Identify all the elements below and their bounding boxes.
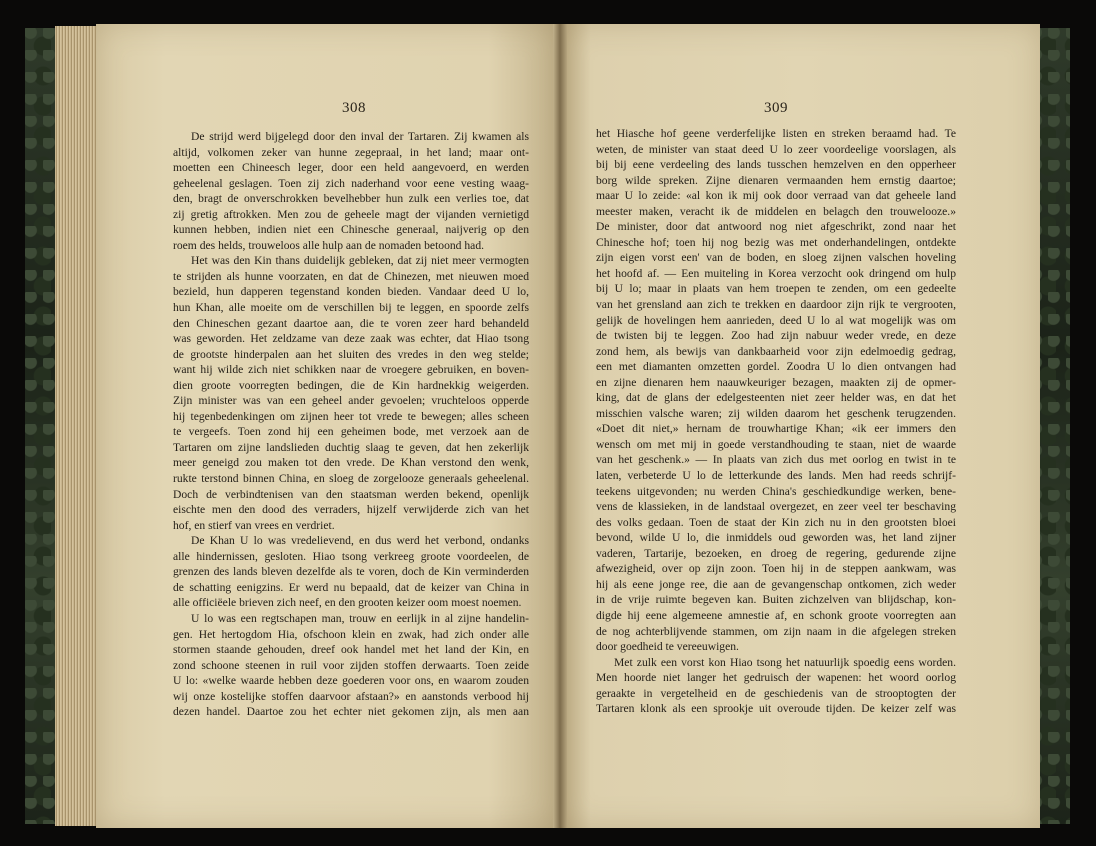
text-line: geraakte in vergetelheid en de geschiedenis van de strooptogten der [596, 686, 956, 700]
text-line: stormen staande gehouden, dreef ook handel met het land der Kin, en [173, 643, 529, 657]
text-line: De minister, door dat antwoord nog niet afgeschrikt, zond naar het [596, 220, 956, 234]
text-line: de nog achterblijvende stammen, om zijn naam in die afgelegen streken [596, 624, 956, 638]
text-line: rukte terstond binnen China, en sloeg de zorgelooze generaals geheelenal. [173, 472, 529, 486]
text-line: afwezigheid, over op zijn zoon. Toen hij in de steppen aankwam, was [596, 562, 956, 576]
text-line: des volks gedaan. Toen de staat der Kin zich nu in den grootsten bloei [596, 515, 956, 529]
text-line: weten, de minister van staat deed U lo zeer voordeelige voorslagen, als [596, 142, 956, 156]
text-line: gelijk de hovelingen hem aanrieden, deed U lo al wat mogelijk was om [596, 313, 956, 327]
text-line: borg wilde spreken. Zijne dienaren vermaanden hem ernstig daartoe; [596, 173, 956, 187]
left-page-edges [55, 26, 100, 826]
text-line: en zijne dienaren hem naauwkeuriger bezagen, maakten zij de opmer- [596, 375, 956, 389]
text-line: bezield, hun dapperen tegenstand konden bieden. Vandaar deed U lo, [173, 285, 529, 299]
text-line: dezen handel. Daartoe zou het echter niet gekomen zijn, als men aan [173, 705, 529, 719]
text-line: roem des helds, trouweloos alle hulp aan de nomaden betoond had. [173, 238, 485, 252]
text-line: king, dat de glans der edelgesteenten niet zeer helder was, en dat het [596, 391, 956, 405]
text-line: door goedheid te vereeuwigen. [596, 640, 739, 654]
text-line: vens de klassieken, in de landstaal overgezet, en zeer veel ter beschaving [596, 500, 956, 514]
text-line: te strijden als hunne voorzaten, en dat de Chinezen, met nieuwen moed [173, 269, 529, 283]
text-line: bevond, wilde U lo, die inmiddels oud geworden was, het land zijner [596, 531, 956, 545]
text-line: te vergeefs. Toen zond hij een geheimen bode, met verzoek aan de [173, 425, 529, 439]
text-line: Zijn minister was van een geheel ander gevoelen; vruchteloos opperde [173, 394, 529, 408]
book-gutter [553, 24, 567, 828]
text-line: misschien valsche waren; zij wilden daarom het geschenk terugzenden. [596, 406, 956, 420]
text-line: het hoofd af. — Een muiteling in Korea verzocht ook dringend om hulp [596, 266, 956, 280]
text-line: «Doet dit niet,» hernam de trouwhartige Khan; «ik eer immers den [596, 422, 956, 436]
text-line: hij als eene jonge ree, die aan de gevangenschap ontkomen, zich weder [596, 577, 956, 591]
left-page-number: 308 [342, 100, 366, 116]
text-line: meer geneigd zou maken tot den vrede. De Khan verstond den wenk, [173, 456, 529, 470]
text-line: dien groote voorregten bedingen, die de Kin hardnekkig weigerden. [173, 378, 529, 392]
text-line: Doch de verbindtenisen van den staatsman werden bekend, openlijk [173, 487, 529, 501]
text-line: van het geschenk.» — In plaats van zich dus met oorlog en twist in te [596, 453, 956, 467]
text-line: want hij wilde zich niet schikken naar de vroegere gebruiken, en boven- [173, 363, 529, 377]
text-line: zij gretig aftrokken. Men zou de geheele magt der vijanden vernietigd [173, 207, 529, 221]
text-line: kunnen hebben, indien niet een Chinesche generaal, naijverig op den [173, 223, 529, 237]
text-line: wensch om met mij in goede verstandhouding te staan, niet de waarde [596, 437, 956, 451]
left-page-body [173, 129, 529, 720]
text-line: alle hindernissen, gesloten. Hiao tsong verkreeg groote voordeelen, de [173, 549, 529, 563]
text-line: Tartaren om zijne landslieden duchtig slaag te geven, dat hen zekerlijk [173, 440, 529, 454]
text-line: eischte men den dood des verraders, hijzelf verwijderde zich van het [173, 503, 529, 517]
text-line: De strijd werd bijgelegd door den inval der Tartaren. Zij kwamen als [191, 130, 529, 143]
text-line: Met zulk een vorst kon Hiao tsong het natuurlijk spoedig eens worden. [614, 655, 956, 669]
text-line: zond schoone steenen in ruil voor zijden stoffen derwaarts. Toen zeide [173, 658, 529, 672]
text-line: bij U lo; maar in plaats van hem troepen te zenden, om een gedeelte [596, 282, 956, 296]
text-line: zond hem, als bewijs van dankbaarheid voor zijn edelmoedig gedrag, [596, 344, 956, 358]
text-line: de schatting eenigzins. Er werd nu bepaald, dat de keizer van China in [173, 580, 529, 594]
text-line: was geworden. Het zeldzame van deze zaak was echter, dat Hiao tsong [173, 332, 529, 346]
text-line: geheelenal geslagen. Toen zij zich naderhand voor eene vesting waag- [173, 176, 529, 190]
text-line: alle officiëele brieven zich neef, en den grooten keizer oom moest noemen. [173, 596, 522, 610]
text-line: Men hoorde niet langer het gedruisch der wapenen: het woord oorlog [596, 671, 956, 685]
text-line: Chinesche hof; toen hij nog bezig was met onderhandelingen, ontdekte [596, 235, 956, 249]
right-page-body [596, 126, 956, 717]
text-line: van het grensland aan zich te trekken en daardoor zijn rijk te vergrooten, [596, 298, 956, 312]
text-line: gen. Het hertogdom Hia, ofschoon klein en zwak, had zich onder alle [173, 627, 529, 641]
text-line: U lo: «welke waarde hebben deze goederen voor ons, en waarom zouden [173, 674, 529, 688]
text-line: maar U lo zeide: «al kon ik mij ook door verraad van dat geheele land [596, 189, 956, 203]
text-line: hij tegenbedenkingen om zijnen heer tot vrede te bewegen; alles scheen [173, 409, 529, 423]
text-line: bij bij eene verdeeling des lands tusschen hemzelven en den opperheer [596, 158, 956, 172]
right-page-number: 309 [764, 100, 788, 116]
text-line: zijn eigen vorst een' van de boden, en sloeg zijnen valschen hoveling [596, 251, 956, 265]
text-line: den Chineschen gezant daartoe aan, die te voren zeer hard behandeld [173, 316, 529, 330]
text-line: een met diamanten omzetten gordel. Zoodra U lo dien ontvangen had [596, 360, 956, 374]
text-line: altijd, volkomen zeker van hunne zegepraal, in het land; maar ont- [173, 145, 529, 159]
text-line: Het was den Kin thans duidelijk gebleken, dat zij niet meer vermogten [191, 254, 529, 268]
text-line: hun Khan, alle moeite om de verschillen bij te leggen, en spoorde zelfs [173, 301, 529, 315]
text-line: het Hiasche hof geene verderfelijke listen en streken beraamd had. Te [596, 127, 956, 140]
text-line: de twisten bij te leggen. Zoo had zijn nabuur weder vrede, en deze [596, 329, 956, 343]
text-line: grenzen des lands bleven dezelfde als te voren, doch de Kin verminderden [173, 565, 529, 579]
text-line: laten, verbeterde U lo de letterkunde des lands. Men had reeds schrijf- [596, 469, 956, 483]
text-line: Tartaren klonk als een sprookje uit overoude tijden. De keizer zelf was [596, 702, 956, 716]
text-line: De Khan U lo was vredelievend, en dus werd het verbond, ondanks [191, 534, 529, 548]
text-line: den, bragt de onverschrokken bevelhebber hun zulk een verlies toe, dat [173, 192, 529, 206]
text-line: vaderen, Tartarije, bezoeken, en droeg de regering, gedurende zijne [596, 546, 956, 560]
text-line: wij onze kostelijke stoffen daarvoor afstaan?» en aanstonds verbood hij [173, 689, 529, 703]
text-line: hof, en stierf van vrees en verdriet. [173, 518, 335, 532]
text-line: de grootste hinderpalen aan het sluiten des vredes in den weg stelde; [173, 347, 529, 361]
text-line: digde hij eene algemeene amnestie af, en schonk groote voorregten aan [596, 608, 956, 622]
text-line: meester maken, veracht ik de middelen en belagch den trouwelooze.» [596, 204, 956, 218]
text-line: in de vrije ruimte begeven kan. Buiten zichzelven van blijdschap, kon- [596, 593, 956, 607]
text-line: teekens uitgevonden; nu werden China's geschiedkundige werken, bene- [596, 484, 956, 498]
text-line: moetten een Chineesch leger, door een held aangevoerd, en werden [173, 161, 529, 175]
text-line: U lo was een regtschapen man, trouw en eerlijk in al zijne handelin- [191, 611, 529, 625]
